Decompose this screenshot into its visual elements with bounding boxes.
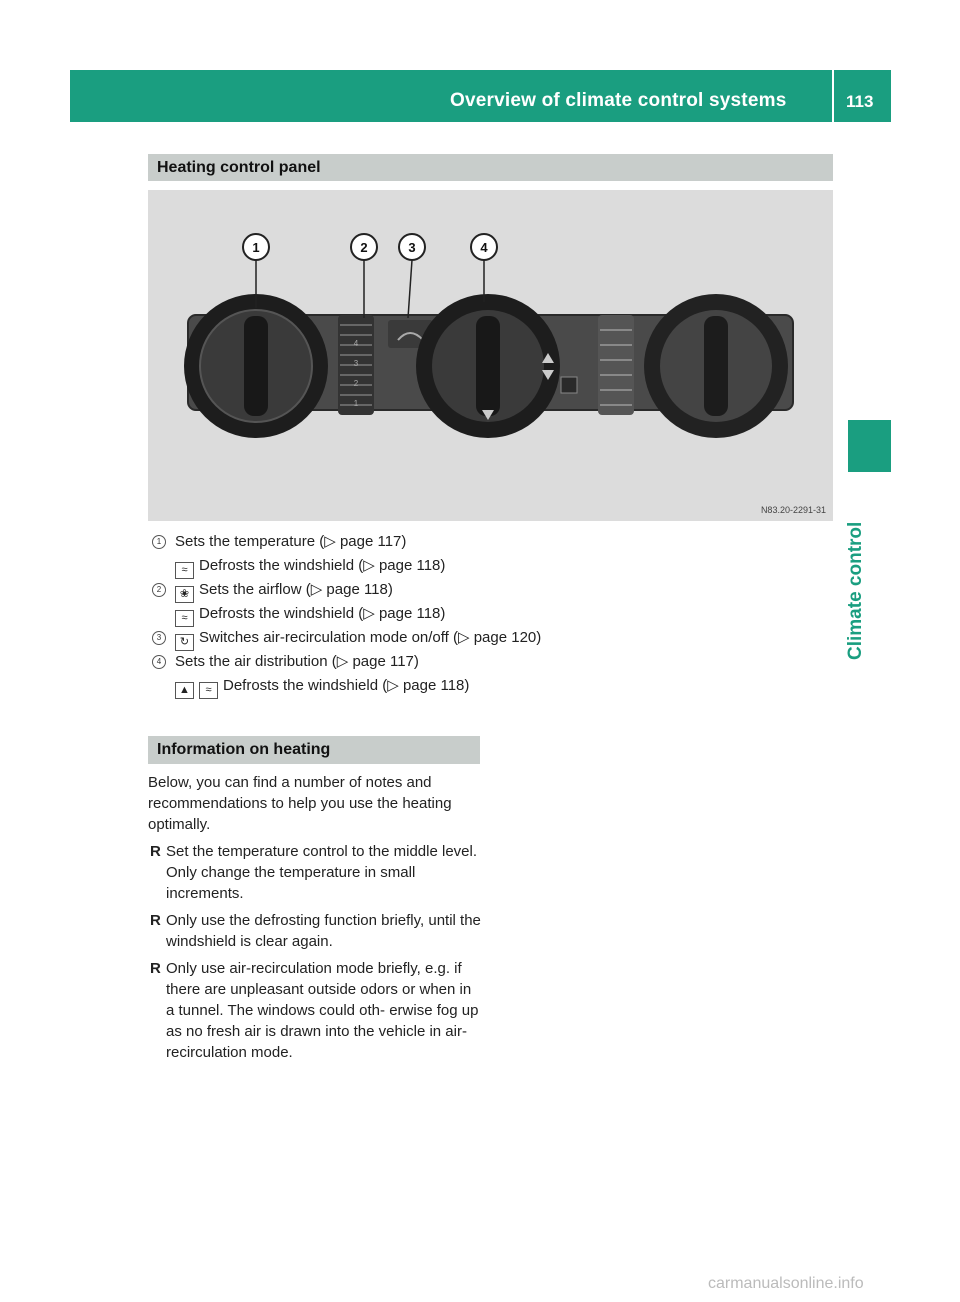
legend-text: Sets the airflow (▷ page 118) xyxy=(199,581,393,598)
legend-number: 1 xyxy=(152,535,166,549)
heating-panel-figure xyxy=(148,190,833,521)
section-heading-heating-panel: Heating control panel xyxy=(148,154,833,181)
wheel-mark-4: 4 xyxy=(353,339,359,348)
section-heading-information: Information on heating xyxy=(148,736,480,764)
legend-text: Sets the air distribution (▷ page 117) xyxy=(175,653,419,670)
list-item xyxy=(148,958,483,1063)
legend-item xyxy=(152,674,832,698)
defrost-icon: ≈ xyxy=(175,562,194,579)
legend-number: 4 xyxy=(152,655,166,669)
legend-text: Switches air-recirculation mode on/off (▷ page 120) xyxy=(199,629,542,646)
legend-text: Defrosts the windshield (▷ page 118) xyxy=(223,677,470,694)
legend-text: Defrosts the windshield (▷ page 118) xyxy=(199,605,446,622)
figure-code: N83.20-2291-31 xyxy=(760,505,826,515)
bullet-icon: R xyxy=(150,843,161,860)
wheel-mark-1: 1 xyxy=(353,399,359,408)
fan-icon: ❀ xyxy=(175,586,194,603)
chapter-tab xyxy=(848,420,891,472)
bullet-text: Only use air-recirculation mode briefly, e.g. if there are unpleasant outside odors or when in a tunnel. The windows could oth- erwise fog up as no fresh air is drawn into the vehicle in air-recirculation mode. xyxy=(166,960,479,1061)
header-divider xyxy=(832,70,834,122)
legend-number: 2 xyxy=(152,583,166,597)
information-body xyxy=(148,772,483,1069)
page-header xyxy=(70,70,891,122)
legend-item xyxy=(152,578,832,602)
legend-text: Defrosts the windshield (▷ page 118) xyxy=(199,557,446,574)
figure-legend xyxy=(152,530,832,698)
defrost-icon: ≈ xyxy=(175,610,194,627)
list-item xyxy=(148,841,483,904)
wheel-mark-2: 2 xyxy=(353,379,359,388)
list-item xyxy=(148,910,483,952)
bullet-icon: R xyxy=(150,960,161,977)
bullet-text: Only use the defrosting function briefly, until the windshield is clear again. xyxy=(166,912,481,950)
chapter-title: Climate control xyxy=(845,521,866,660)
callout-3: 3 xyxy=(408,240,416,255)
defrost-icon: ≈ xyxy=(199,682,218,699)
header-title: Overview of climate control systems xyxy=(450,90,787,111)
intro-paragraph: Below, you can find a number of notes and recommendations to help you use the heating optimally. xyxy=(148,774,452,833)
arrow-up-icon: ▲ xyxy=(175,682,194,699)
bullet-icon: R xyxy=(150,912,161,929)
callout-1: 1 xyxy=(252,240,260,255)
legend-item xyxy=(152,530,832,554)
legend-number: 3 xyxy=(152,631,166,645)
heating-panel-illustration xyxy=(148,190,833,521)
legend-item xyxy=(152,602,832,626)
legend-item xyxy=(152,626,832,650)
page-number: 113 xyxy=(846,92,874,111)
bullet-text: Set the temperature control to the middle level. Only change the temperature in small increments. xyxy=(166,843,478,902)
watermark: carmanualsonline.info xyxy=(708,1275,864,1292)
wheel-mark-3: 3 xyxy=(353,359,359,368)
legend-text: Sets the temperature (▷ page 117) xyxy=(175,533,407,550)
callout-2: 2 xyxy=(360,240,368,255)
recirculation-icon: ↻ xyxy=(175,634,194,651)
legend-item xyxy=(152,650,832,674)
legend-item xyxy=(152,554,832,578)
callout-4: 4 xyxy=(480,240,488,255)
